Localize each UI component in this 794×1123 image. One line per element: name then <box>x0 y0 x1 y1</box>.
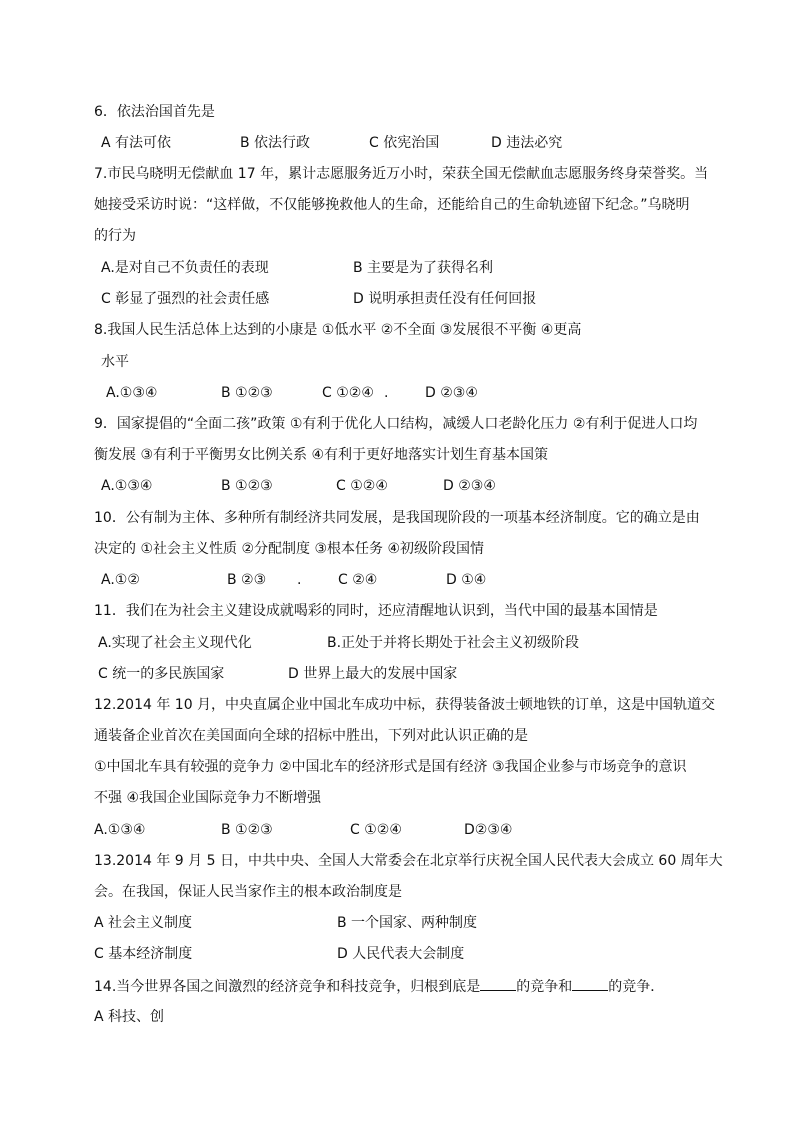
q9-stem-line2: 衡发展 ③有利于平衡男女比例关系 ④有利于更好地落实计划生育基本国策 <box>94 447 549 463</box>
q7-stem-line1: 7.市民乌晓明无偿献血 17 年，累计志愿服务近万小时，荣获全国无偿献血志愿服务终身荣誉奖。当 <box>94 166 709 182</box>
q10-stem-line2: 决定的 ①社会主义性质 ②分配制度 ③根本任务 ④初级阶段国情 <box>94 541 485 557</box>
q8-option-a: A.①③④ <box>106 385 158 401</box>
q12-stem-line1: 12.2014 年 10 月，中央直属企业中国北车成功中标，获得装备波士顿地铁的订单，这是中国轨道交 <box>94 697 716 713</box>
q9-option-c: C ①②④ <box>336 478 388 494</box>
q6-stem: 6．依法治国首先是 <box>94 104 215 120</box>
q13-option-a: A 社会主义制度 <box>94 915 193 931</box>
q10-option-c: C ②④ <box>338 572 378 588</box>
q7-option-c: C 彰显了强烈的社会责任感 <box>101 291 270 307</box>
q8-option-c: C ①②④ <box>322 385 374 401</box>
q7-option-b: B 主要是为了获得名利 <box>353 260 494 276</box>
q12-stem-line3: ①中国北车具有较强的竞争力 ②中国北车的经济形式是国有经济 ③我国企业参与市场竞争的意识 <box>94 759 687 775</box>
q13-option-d: D 人民代表大会制度 <box>337 946 465 962</box>
q7-option-a: A.是对自己不负责任的表现 <box>101 260 269 276</box>
q9-stem-line1: 9．国家提倡的“全面二孩”政策 ①有利于优化人口结构，减缓人口老龄化压力 ②有利于促进人口均 <box>94 416 698 432</box>
q8-stray-dot: . <box>384 385 389 401</box>
q11-option-c: C 统一的多民族国家 <box>98 666 225 682</box>
q13-option-b: B 一个国家、两种制度 <box>337 915 478 931</box>
q9-option-b: B ①②③ <box>221 478 273 494</box>
q11-stem: 11．我们在为社会主义建设成就喝彩的同时，还应清醒地认识到，当代中国的最基本国情是 <box>94 603 658 619</box>
q8-option-b: B ①②③ <box>221 385 273 401</box>
q14-option-a: A 科技、创 <box>94 1009 165 1025</box>
q9-option-d: D ②③④ <box>443 478 496 494</box>
q12-option-a: A.①③④ <box>94 822 146 838</box>
q12-stem-line4: 不强 ④我国企业国际竞争力不断增强 <box>94 790 322 806</box>
q6-option-a: A 有法可依 <box>101 135 172 151</box>
q10-option-d: D ①④ <box>446 572 487 588</box>
q14-stem <box>94 976 664 997</box>
q10-option-b: B ②③ <box>227 572 267 588</box>
q12-option-b: B ①②③ <box>221 822 273 838</box>
q7-stem-line3: 的行为 <box>94 228 136 244</box>
q14-blank-2 <box>572 976 608 991</box>
q6-option-d: D 违法必究 <box>491 135 563 151</box>
q10-stray-dot: . <box>297 572 302 588</box>
q8-option-d: D ②③④ <box>425 385 478 401</box>
q12-option-d: D②③④ <box>464 822 513 838</box>
q9-option-a: A.①③④ <box>101 478 153 494</box>
q11-option-b: B.正处于并将长期处于社会主义初级阶段 <box>327 635 580 651</box>
q10-option-a: A.①② <box>101 572 140 588</box>
q14-blank-1 <box>480 976 516 991</box>
q14-stem-part3: 的竞争． <box>608 979 665 995</box>
q14-stem-part1: 14.当今世界各国之间激烈的经济竞争和科技竞争，归根到底是 <box>94 979 481 995</box>
q12-stem-line2: 通装备企业首次在美国面向全球的招标中胜出，下列对此认识正确的是 <box>94 728 528 744</box>
q11-option-d: D 世界上最大的发展中国家 <box>288 666 458 682</box>
q12-option-c: C ①②④ <box>350 822 402 838</box>
q6-option-b: B 依法行政 <box>240 135 311 151</box>
q13-stem-line1: 13.2014 年 9 月 5 日，中共中央、全国人大常委会在北京举行庆祝全国人民代表大会成立 60 周年大 <box>94 853 723 869</box>
q8-stem-line2: 水平 <box>101 354 129 370</box>
q13-option-c: C 基本经济制度 <box>94 946 193 962</box>
q7-stem-line2: 她接受采访时说：“这样做，不仅能够挽救他人的生命，还能给自己的生命轨迹留下纪念。”乌晓明 <box>94 197 690 213</box>
q13-stem-line2: 会。在我国，保证人民当家作主的根本政治制度是 <box>94 884 402 900</box>
q10-stem-line1: 10．公有制为主体、多种所有制经济共同发展，是我国现阶段的一项基本经济制度。它的确立是由 <box>94 510 700 526</box>
q7-option-d: D 说明承担责任没有任何回报 <box>353 291 537 307</box>
q14-stem-part2: 的竞争和 <box>516 979 573 995</box>
q8-stem-line1: 8.我国人民生活总体上达到的小康是 ①低水平 ②不全面 ③发展很不平衡 ④更高 <box>94 322 582 338</box>
q6-option-c: C 依宪治国 <box>369 135 440 151</box>
q11-option-a: A.实现了社会主义现代化 <box>98 635 252 651</box>
